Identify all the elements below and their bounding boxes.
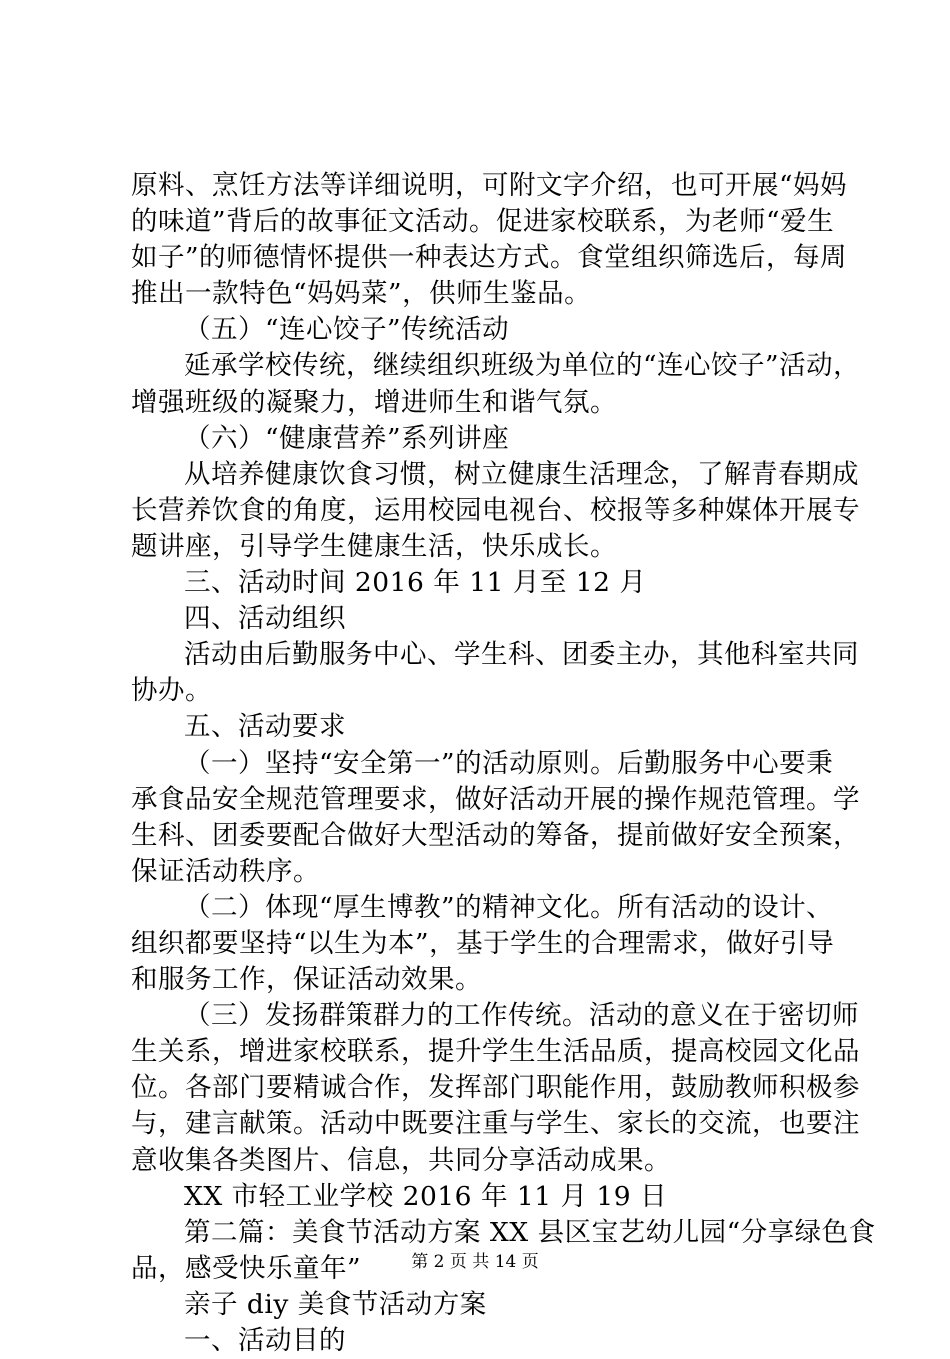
section-heading: 三、活动时间 2016 年 11 月至 12 月 <box>184 567 647 599</box>
text-line: （一）坚持“安全第一”的活动原则。后勤服务中心要秉 <box>184 747 834 779</box>
text-line: 增强班级的凝聚力，增进师生和谐气氛。 <box>131 386 617 418</box>
text-line: 保证活动秩序。 <box>131 855 320 887</box>
text-line: 和服务工作，保证活动效果。 <box>131 964 482 996</box>
text-line: 题讲座，引导学生健康生活，快乐成长。 <box>131 530 617 562</box>
section-heading: 一、活动目的 <box>184 1325 346 1356</box>
text-line: 的味道”背后的故事征文活动。促进家校联系，为老师“爱生 <box>131 206 835 238</box>
text-line: 活动由后勤服务中心、学生科、团委主办，其他科室共同 <box>184 639 859 671</box>
text-line: 推出一款特色“妈妈菜”，供师生鉴品。 <box>131 278 592 310</box>
section-heading: 亲子 diy 美食节活动方案 <box>184 1288 487 1320</box>
text-line: 长营养饮食的角度，运用校园电视台、校报等多种媒体开展专 <box>131 494 860 526</box>
section-heading: （六）“健康营养”系列讲座 <box>184 422 510 454</box>
section-heading: 第二篇：美食节活动方案 XX 县区宝艺幼儿园“分享绿色食 <box>184 1216 876 1248</box>
page-number-footer: 第 2 页 共 14 页 <box>411 1252 539 1272</box>
text-line: （二）体现“厚生博教”的精神文化。所有活动的设计、 <box>184 891 834 923</box>
text-line: 意收集各类图片、信息，共同分享活动成果。 <box>131 1144 671 1176</box>
text-line: 生关系，增进家校联系，提升学生生活品质，提高校园文化品 <box>131 1036 860 1068</box>
text-line: 组织都要坚持“以生为本”，基于学生的合理需求，做好引导 <box>131 927 835 959</box>
text-line: 原料、烹饪方法等详细说明，可附文字介绍，也可开展“妈妈 <box>131 170 848 201</box>
text-line: （三）发扬群策群力的工作传统。活动的意义在于密切师 <box>184 1000 859 1032</box>
text-line: 从培养健康饮食习惯，树立健康生活理念，了解青春期成 <box>184 458 859 490</box>
text-line: 如子”的师德情怀提供一种表达方式。食堂组织筛选后，每周 <box>131 242 848 274</box>
text-line: 品，感受快乐童年” <box>131 1252 362 1284</box>
signature-line: XX 市轻工业学校 2016 年 11 月 19 日 <box>184 1180 668 1212</box>
text-line: 延承学校传统，继续组织班级为单位的“连心饺子”活动， <box>184 350 861 382</box>
text-line: 位。各部门要精诚合作，发挥部门职能作用，鼓励教师积极参 <box>131 1072 860 1104</box>
text-line: 生科、团委要配合做好大型活动的筹备，提前做好安全预案， <box>131 819 860 851</box>
section-heading: （五）“连心饺子”传统活动 <box>184 314 510 346</box>
text-line: 协办。 <box>131 675 212 707</box>
text-line: 承食品安全规范管理要求，做好活动开展的操作规范管理。学 <box>131 783 860 815</box>
document-body <box>131 168 876 1359</box>
section-heading: 五、活动要求 <box>184 711 346 743</box>
section-heading: 四、活动组织 <box>184 603 346 635</box>
text-line: 与，建言献策。活动中既要注重与学生、家长的交流，也要注 <box>131 1108 860 1140</box>
